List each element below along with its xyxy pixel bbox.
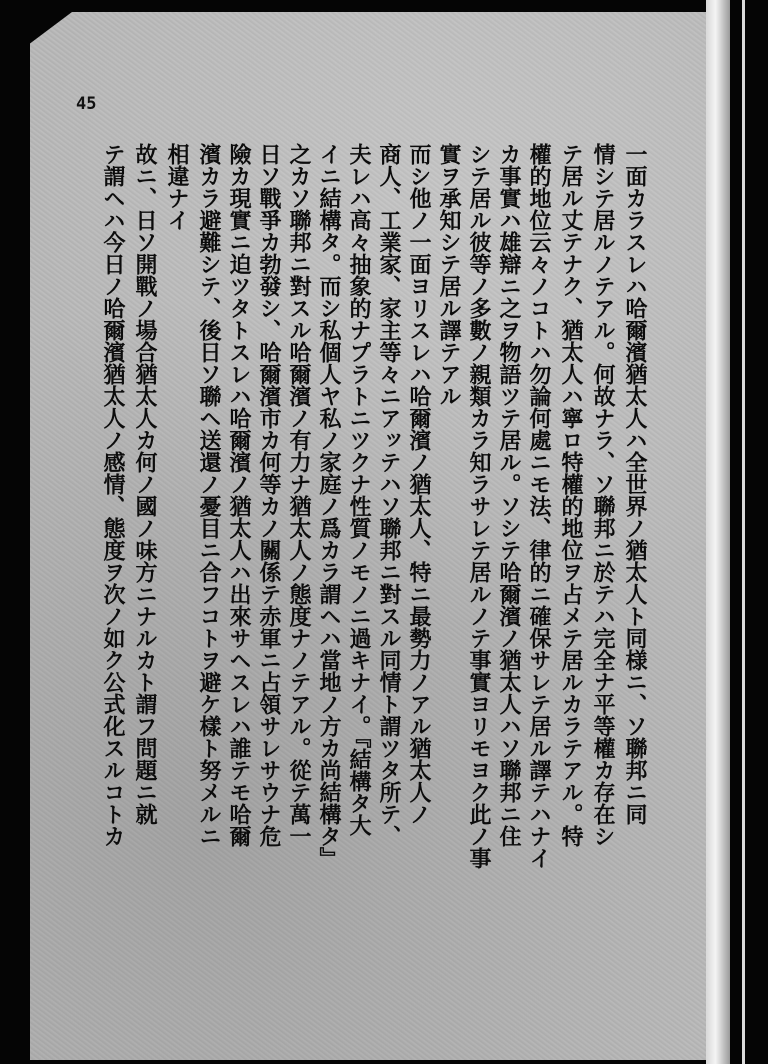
text-column: 一面カラスレハ哈爾濱猶太人ハ全世界ノ猶太人ト同様ニ、ソ聯邦ニ同	[622, 143, 647, 825]
text-column: 故ニ、日ソ開戰ノ場合猶太人カ何ノ國ノ味方ニナルカト謂フ問題ニ就	[132, 143, 157, 825]
text-column: 商人、工業家、家主等々ニアッテハソ聯邦ニ對スル同情ト謂ツタ所テ、	[376, 143, 401, 847]
text-column: 險カ現實ニ迫ツタトスレハ哈爾濱ノ猶太人ハ出來サヘスレハ誰テモ哈爾	[226, 143, 251, 847]
text-column: テ謂ヘハ今日ノ哈爾濱猶太人ノ感情、態度ヲ次ノ如ク公式化スルコトカ	[100, 143, 125, 847]
text-column: 日ソ戰爭カ勃發シ、哈爾濱市カ何等カノ關係テ赤軍ニ占領サレサウナ危	[256, 143, 281, 847]
text-column: イニ結構タ。而シ私個人ヤ私ノ家庭ノ爲カラ謂ヘハ當地ノ方カ尚結構タ』	[316, 143, 341, 869]
text-column: 權的地位云々ノコトハ勿論何處ニモ法、律的ニ確保サレテ居ル譯テハナイ	[526, 143, 551, 869]
text-column: 情シテ居ルノテアル。何故ナラ、ソ聯邦ニ於テハ完全ナ平等權カ存在シ	[590, 143, 615, 847]
text-column: 相違ナイ	[164, 143, 189, 231]
text-column: 夫レハ高々抽象的ナプラトニツクナ性質ノモノニ過キナイ。『結構タ大	[346, 143, 371, 836]
binding-line	[742, 0, 745, 1064]
text-column: 濱カラ避難シテ、後日ソ聯ヘ送還ノ憂目ニ合フコトヲ避ケ樣ト努メルニ	[196, 143, 221, 847]
text-column: 實ヲ承知シテ居ル譯テアル	[436, 143, 461, 407]
text-column: 之カソ聯邦ニ對スル哈爾濱ノ有力ナ猶太人ノ態度ナノテアル。從テ萬一	[286, 143, 311, 847]
page-number: 45	[76, 94, 97, 114]
text-column: 而シ他ノ一面ヨリスレハ哈爾濱ノ猶太人、特ニ最勢力ノアル猶太人ノ	[406, 143, 431, 825]
page-edge	[706, 0, 730, 1064]
text-column: シテ居ル彼等ノ多數ノ親類カラ知ラサレテ居ルノテ事實ヨリモヨク此ノ事	[466, 143, 491, 869]
text-column: テ居ル丈テナク、猶太人ハ寧ロ特權的地位ヲ占メテ居ルカラテアル。特	[558, 143, 583, 847]
text-column: カ事實ハ雄辯ニ之ヲ物語ツテ居ル。ソシテ哈爾濱ノ猶太人ハソ聯邦ニ住	[496, 143, 521, 847]
